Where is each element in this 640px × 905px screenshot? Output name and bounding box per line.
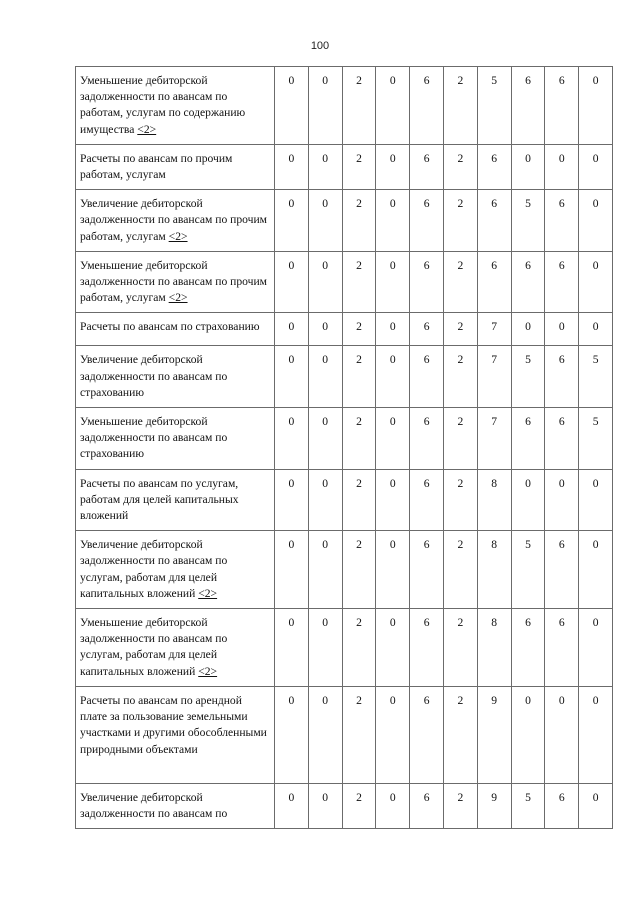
code-digit-cell: 0 — [275, 313, 309, 346]
row-description: Расчеты по авансам по арендной плате за пользование земельными участками и другими обособленными природными объектами — [80, 693, 267, 756]
code-digit-cell: 0 — [275, 783, 309, 828]
code-digit-cell: 5 — [579, 346, 613, 408]
code-digit-cell: 6 — [545, 346, 579, 408]
code-digit-cell: 0 — [579, 469, 613, 531]
code-digit-cell: 0 — [376, 783, 410, 828]
code-digit-cell: 0 — [545, 313, 579, 346]
row-description-cell — [76, 609, 275, 687]
code-digit-cell: 6 — [410, 686, 444, 783]
row-description: Увеличение дебиторской задолженности по авансам по страхованию — [80, 353, 228, 399]
code-digit-cell: 0 — [308, 469, 342, 531]
footnote-link[interactable]: <2> — [168, 291, 188, 305]
code-digit-cell: 2 — [443, 783, 477, 828]
code-digit-cell: 0 — [308, 346, 342, 408]
table-row — [76, 251, 613, 313]
code-digit-cell: 5 — [511, 190, 545, 252]
table-row — [76, 67, 613, 145]
code-digit-cell: 8 — [477, 609, 511, 687]
code-digit-cell: 0 — [545, 686, 579, 783]
code-digit-cell: 0 — [308, 686, 342, 783]
code-digit-cell: 7 — [477, 408, 511, 470]
code-digit-cell: 0 — [376, 346, 410, 408]
code-digit-cell: 0 — [376, 251, 410, 313]
code-digit-cell: 0 — [545, 144, 579, 189]
code-digit-cell: 6 — [410, 408, 444, 470]
table-body — [76, 67, 613, 829]
row-description: Увеличение дебиторской задолженности по авансам по — [80, 790, 228, 821]
row-description-cell — [76, 469, 275, 531]
code-digit-cell: 0 — [376, 686, 410, 783]
code-digit-cell: 6 — [545, 531, 579, 609]
code-digit-cell: 5 — [511, 783, 545, 828]
code-digit-cell: 2 — [342, 67, 376, 145]
code-digit-cell: 6 — [410, 531, 444, 609]
code-digit-cell: 6 — [410, 144, 444, 189]
code-digit-cell: 2 — [342, 531, 376, 609]
code-digit-cell: 5 — [511, 531, 545, 609]
code-digit-cell: 0 — [376, 67, 410, 145]
code-digit-cell: 0 — [275, 190, 309, 252]
code-digit-cell: 0 — [579, 190, 613, 252]
table-row — [76, 408, 613, 470]
code-digit-cell: 2 — [443, 346, 477, 408]
code-digit-cell: 0 — [376, 408, 410, 470]
page-number: 100 — [310, 40, 330, 52]
code-digit-cell: 0 — [275, 469, 309, 531]
table-row — [76, 609, 613, 687]
code-digit-cell: 6 — [410, 313, 444, 346]
code-digit-cell: 6 — [410, 609, 444, 687]
row-description-cell — [76, 686, 275, 783]
code-digit-cell: 0 — [579, 313, 613, 346]
code-digit-cell: 0 — [579, 531, 613, 609]
code-digit-cell: 0 — [275, 251, 309, 313]
code-digit-cell: 2 — [342, 469, 376, 531]
row-description: Расчеты по авансам по прочим работам, услугам — [80, 151, 233, 182]
code-digit-cell: 6 — [545, 609, 579, 687]
code-digit-cell: 6 — [477, 251, 511, 313]
table-row — [76, 313, 613, 346]
code-digit-cell: 0 — [579, 144, 613, 189]
code-digit-cell: 8 — [477, 469, 511, 531]
code-digit-cell: 0 — [275, 531, 309, 609]
code-digit-cell: 0 — [376, 469, 410, 531]
code-digit-cell: 6 — [410, 783, 444, 828]
code-digit-cell: 2 — [342, 609, 376, 687]
code-digit-cell: 6 — [545, 251, 579, 313]
row-description: Расчеты по авансам по услугам, работам для целей капитальных вложений — [80, 476, 239, 523]
code-digit-cell: 9 — [477, 686, 511, 783]
code-digit-cell: 2 — [443, 67, 477, 145]
table-row — [76, 144, 613, 189]
code-digit-cell: 2 — [443, 251, 477, 313]
code-digit-cell: 6 — [545, 783, 579, 828]
code-digit-cell: 6 — [410, 251, 444, 313]
code-digit-cell: 7 — [477, 346, 511, 408]
account-codes-table — [75, 66, 613, 829]
code-digit-cell: 8 — [477, 531, 511, 609]
code-digit-cell: 6 — [545, 408, 579, 470]
code-digit-cell: 5 — [579, 408, 613, 470]
code-digit-cell: 2 — [342, 313, 376, 346]
code-digit-cell: 6 — [410, 67, 444, 145]
footnote-link[interactable]: <2> — [168, 229, 188, 243]
code-digit-cell: 2 — [443, 144, 477, 189]
row-description: Увеличение дебиторской задолженности по авансам по услугам, работам для целей капитальных вложений — [80, 538, 228, 600]
code-digit-cell: 2 — [443, 469, 477, 531]
code-digit-cell: 6 — [410, 190, 444, 252]
code-digit-cell: 6 — [511, 67, 545, 145]
code-digit-cell: 2 — [443, 408, 477, 470]
code-digit-cell: 0 — [376, 609, 410, 687]
code-digit-cell: 0 — [275, 144, 309, 189]
row-description: Расчеты по авансам по страхованию — [80, 320, 260, 334]
code-digit-cell: 6 — [410, 346, 444, 408]
row-description: Уменьшение дебиторской задолженности по авансам по услугам, работам для целей капитальных вложений — [80, 616, 228, 678]
row-description: Уменьшение дебиторской задолженности по авансам по работам, услугам по содержанию имущества — [80, 74, 246, 136]
code-digit-cell: 6 — [545, 67, 579, 145]
code-digit-cell: 0 — [579, 686, 613, 783]
code-digit-cell: 2 — [443, 190, 477, 252]
code-digit-cell: 0 — [275, 67, 309, 145]
code-digit-cell: 0 — [376, 313, 410, 346]
row-description-cell — [76, 251, 275, 313]
code-digit-cell: 0 — [275, 408, 309, 470]
code-digit-cell: 6 — [545, 190, 579, 252]
code-digit-cell: 9 — [477, 783, 511, 828]
row-description-cell — [76, 67, 275, 145]
table-row — [76, 346, 613, 408]
table-row — [76, 686, 613, 783]
code-digit-cell: 6 — [477, 144, 511, 189]
footnote-link[interactable]: <2> — [198, 664, 218, 678]
code-digit-cell: 2 — [443, 531, 477, 609]
table-row — [76, 783, 613, 828]
code-digit-cell: 0 — [376, 144, 410, 189]
code-digit-cell: 6 — [410, 469, 444, 531]
code-digit-cell: 0 — [275, 609, 309, 687]
row-description-cell — [76, 783, 275, 828]
row-description-cell — [76, 313, 275, 346]
code-digit-cell: 0 — [579, 251, 613, 313]
code-digit-cell: 5 — [511, 346, 545, 408]
code-digit-cell: 5 — [477, 67, 511, 145]
code-digit-cell: 6 — [511, 609, 545, 687]
code-digit-cell: 2 — [443, 686, 477, 783]
code-digit-cell: 0 — [308, 609, 342, 687]
code-digit-cell: 0 — [308, 67, 342, 145]
code-digit-cell: 0 — [275, 346, 309, 408]
row-description: Увеличение дебиторской задолженности по авансам по прочим работам, услугам — [80, 197, 268, 243]
code-digit-cell: 6 — [511, 251, 545, 313]
footnote-link[interactable]: <2> — [137, 122, 157, 136]
code-digit-cell: 0 — [308, 783, 342, 828]
code-digit-cell: 0 — [308, 408, 342, 470]
row-description: Уменьшение дебиторской задолженности по авансам по страхованию — [80, 415, 228, 461]
row-description-cell — [76, 531, 275, 609]
code-digit-cell: 2 — [342, 783, 376, 828]
code-digit-cell: 0 — [376, 190, 410, 252]
row-description-cell — [76, 346, 275, 408]
code-digit-cell: 0 — [308, 313, 342, 346]
row-description: Уменьшение дебиторской задолженности по авансам по прочим работам, услугам — [80, 258, 268, 305]
code-digit-cell: 2 — [342, 346, 376, 408]
code-digit-cell: 0 — [511, 313, 545, 346]
code-digit-cell: 7 — [477, 313, 511, 346]
code-digit-cell: 2 — [342, 190, 376, 252]
code-digit-cell: 2 — [443, 609, 477, 687]
row-description-cell — [76, 408, 275, 470]
row-description-cell — [76, 190, 275, 252]
code-digit-cell: 0 — [376, 531, 410, 609]
code-digit-cell: 6 — [511, 408, 545, 470]
code-digit-cell: 0 — [308, 190, 342, 252]
code-digit-cell: 2 — [342, 686, 376, 783]
code-digit-cell: 2 — [342, 251, 376, 313]
code-digit-cell: 0 — [579, 783, 613, 828]
footnote-link[interactable]: <2> — [198, 586, 218, 600]
code-digit-cell: 2 — [342, 144, 376, 189]
code-digit-cell: 0 — [308, 144, 342, 189]
code-digit-cell: 0 — [511, 686, 545, 783]
table-row — [76, 190, 613, 252]
table-row — [76, 531, 613, 609]
code-digit-cell: 6 — [477, 190, 511, 252]
code-digit-cell: 0 — [545, 469, 579, 531]
table-row — [76, 469, 613, 531]
row-description-cell — [76, 144, 275, 189]
code-digit-cell: 0 — [275, 686, 309, 783]
code-digit-cell: 0 — [511, 144, 545, 189]
code-digit-cell: 0 — [308, 251, 342, 313]
code-digit-cell: 0 — [579, 67, 613, 145]
code-digit-cell: 0 — [511, 469, 545, 531]
code-digit-cell: 0 — [579, 609, 613, 687]
code-digit-cell: 0 — [308, 531, 342, 609]
code-digit-cell: 2 — [342, 408, 376, 470]
code-digit-cell: 2 — [443, 313, 477, 346]
